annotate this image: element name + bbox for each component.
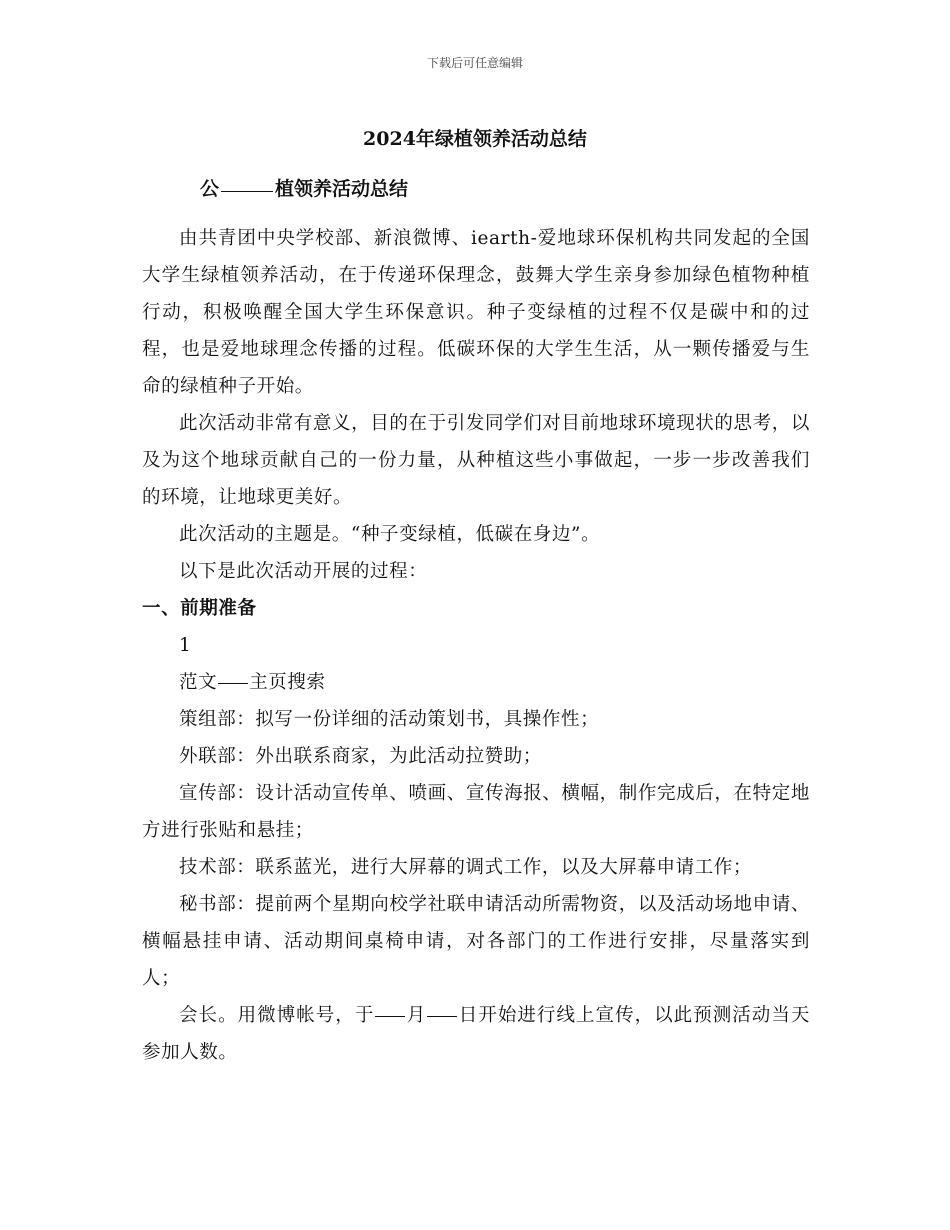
subtitle-prefix: 公	[200, 178, 220, 200]
paragraph-outreach-dept: 外联部：外出联系商家，为此活动拉赞助；	[179, 746, 542, 767]
paragraph-publicity-dept: 宣传部：设计活动宣传单、喷画、宣传海报、横幅，制作完成后，在特定地方进行张贴和悬挂；	[142, 783, 810, 841]
page-header-note: 下载后可任意编辑	[426, 56, 523, 70]
document-body	[142, 220, 810, 1071]
month-blank	[375, 1016, 405, 1017]
paragraph-tech-dept: 技术部：联系蓝光，进行大屏幕的调式工作，以及大屏幕申请工作；	[179, 857, 753, 878]
search-note-suffix: 主页搜索	[249, 672, 326, 693]
president-text-c: 日开始进行线上宣传，以此预测活动当天参加人数。	[142, 1005, 810, 1063]
search-note-prefix: 范文	[179, 672, 218, 693]
list-number: 1	[179, 635, 192, 656]
search-note-blank	[218, 683, 248, 684]
paragraph-process-intro: 以下是此次活动开展的过程：	[179, 561, 428, 582]
president-text-b: 月	[406, 1005, 427, 1026]
paragraph-secretariat: 秘书部：提前两个星期向校学社联申请活动所需物资，以及活动场地申请、横幅悬挂申请、活动期间桌椅申请，对各部门的工作进行安排，尽量落实到人；	[142, 894, 810, 989]
day-blank	[427, 1016, 457, 1017]
subtitle-blank	[221, 191, 273, 192]
document-title: 2024年绿植领养活动总结	[363, 128, 587, 150]
paragraph-theme: 此次活动的主题是。“种子变绿植，低碳在身边”。	[179, 524, 601, 545]
president-text-a: 会长。用微博帐号，于	[179, 1005, 375, 1026]
subtitle-suffix: 植领养活动总结	[275, 178, 409, 200]
paragraph-president	[142, 997, 810, 1071]
paragraph-significance: 此次活动非常有意义，目的在于引发同学们对目前地球环境现状的思考，以及为这个地球贡献自己的一份力量，从种植这些小事做起，一步一步改善我们的环境，让地球更美好。	[142, 413, 810, 508]
section-heading-preparation: 一、前期准备	[142, 598, 257, 619]
paragraph-planning-dept: 策组部：拟写一份详细的活动策划书，具操作性；	[179, 709, 600, 730]
paragraph-search-note	[142, 664, 810, 701]
paragraph-intro: 由共青团中央学校部、新浪微博、iearth-爱地球环保机构共同发起的全国大学生绿植领养活动，在于传递环保理念，鼓舞大学生亲身参加绿色植物种植行动，积极唤醒全国大学生环保意识。种子变绿植的过程不仅是碳中和的过程，也是爱地球理念传播的过程。低碳环保的大学生生活，从一颗传播爱与生命的绿植种子开始。	[142, 228, 810, 397]
document-subtitle	[200, 174, 408, 201]
